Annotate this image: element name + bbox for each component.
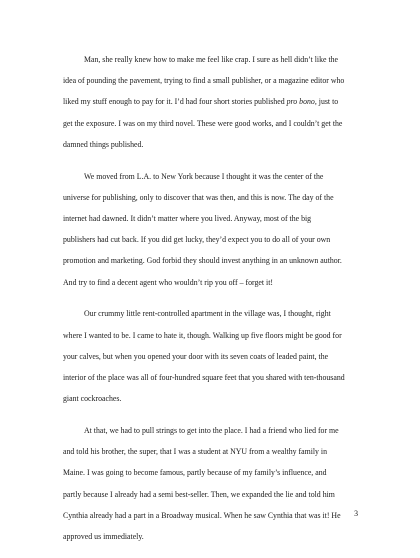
text-line [63, 441, 359, 462]
text-run: interior of the place was all of four-hundred square feet that you shared with ten-thousand [63, 373, 345, 383]
text-run: We moved from L.A. to New York because I thought it was the center of the [84, 171, 324, 181]
text-line [63, 166, 359, 187]
text-line [63, 505, 359, 526]
paragraph [63, 166, 359, 293]
text-line [63, 272, 359, 293]
italic-text-run: pro bono [286, 97, 315, 107]
text-line [63, 70, 359, 91]
body-text [63, 49, 359, 558]
text-run: internet had dawned. It didn’t matter where you lived. Anyway, most of the big [63, 214, 312, 224]
text-line [63, 229, 359, 250]
text-line [63, 526, 359, 547]
text-line [63, 250, 359, 271]
text-line [63, 325, 359, 346]
page-number: 3 [354, 509, 358, 518]
text-run: At that, we had to pull strings to get into the place. I had a friend who lied for me [84, 426, 339, 436]
text-line [63, 367, 359, 388]
text-run: Our crummy little rent-controlled apartment in the village was, I thought, right [84, 309, 331, 319]
text-run: promotion and marketing. God forbid they should invest anything in an unknown author. [63, 256, 342, 266]
text-run: Cynthia already had a part in a Broadway musical. When he saw Cynthia that was it! He [63, 510, 341, 520]
text-run: universe for publishing, only to discover that was then, and this is now. The day of the [63, 192, 334, 202]
text-line [63, 462, 359, 483]
text-line [63, 346, 359, 367]
text-run: liked my stuff enough to pay for it. I’d had four short stories published [63, 97, 287, 107]
text-run: partly because I already had a semi best-seller. Then, we expanded the lie and told him [63, 489, 335, 499]
paragraph [63, 49, 359, 155]
text-line [63, 208, 359, 229]
text-run: approved us immediately. [63, 532, 144, 542]
text-run: where I wanted to be. I came to hate it, though. Walking up five floors might be good for [63, 330, 342, 340]
text-line [63, 484, 359, 505]
text-line [63, 91, 359, 112]
text-run: idea of pounding the pavement, trying to find a small publisher, or a magazine editor who [63, 76, 345, 86]
text-line [63, 187, 359, 208]
text-run: your calves, but when you opened your door with its seven coats of leaded paint, the [63, 351, 329, 361]
text-run: publishers had cut back. If you did get lucky, they’d expect you to do all of your own [63, 235, 331, 245]
text-run: damned things published. [63, 139, 144, 149]
text-line [63, 113, 359, 134]
text-line [63, 388, 359, 409]
paragraph [63, 420, 359, 547]
text-line [63, 303, 359, 324]
paragraph [63, 303, 359, 409]
text-run: and told his brother, the super, that I was a student at NYU from a wealthy family in [63, 447, 328, 457]
text-line [63, 420, 359, 441]
text-line [63, 49, 359, 70]
text-run: And try to find a decent agent who wouldn’t rip you off – forget it! [63, 277, 273, 287]
text-run: get the exposure. I was on my third novel. These were good works, and I couldn’t get the [63, 118, 343, 128]
text-line [63, 134, 359, 155]
text-run: , just to [314, 97, 339, 107]
text-run: giant cockroaches. [63, 394, 122, 404]
text-run: Man, she really knew how to make me feel like crap. I sure as hell didn’t like the [84, 55, 339, 64]
text-run: Maine. I was going to become famous, partly because of my family’s influence, and [63, 468, 327, 478]
